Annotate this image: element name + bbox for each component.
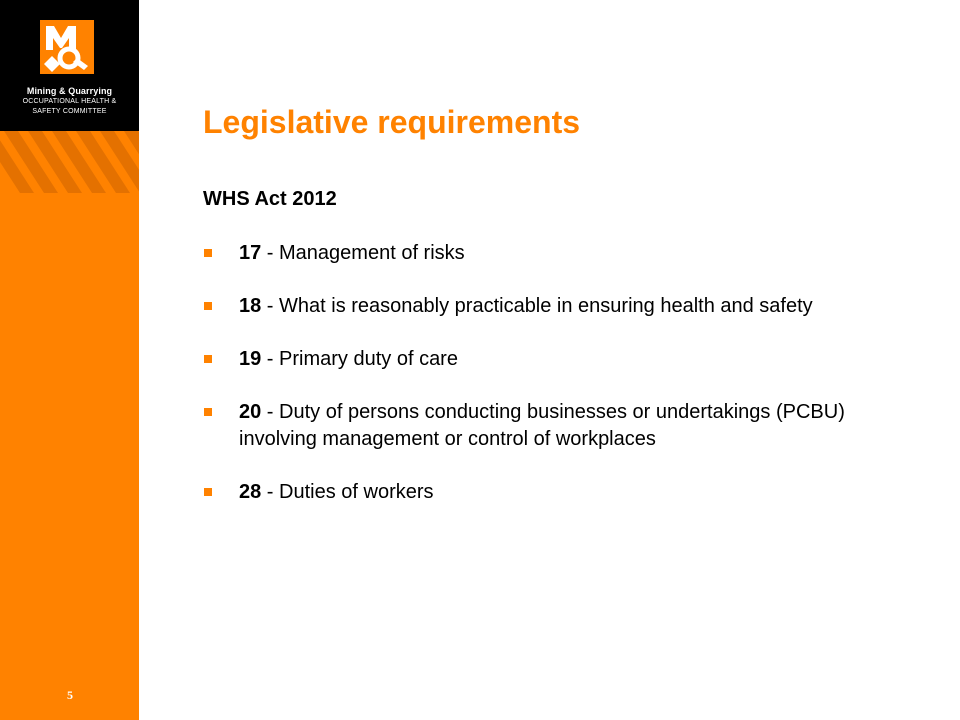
section-description: - What is reasonably practicable in ensuring health and safety — [261, 295, 813, 317]
section-description: - Duty of persons conducting businesses or undertakings (PCBU) involving management or control of workplaces — [239, 401, 845, 450]
diagonal-stripes-decoration — [0, 131, 139, 193]
square-bullet-icon — [203, 399, 239, 426]
list-item — [203, 293, 903, 320]
logo-panel — [0, 0, 139, 131]
slide-title: Legislative requirements — [203, 104, 581, 140]
bullet-text — [239, 240, 903, 267]
bullet-list — [203, 240, 903, 532]
square-bullet-icon — [203, 346, 239, 373]
bullet-text — [239, 346, 903, 373]
section-description: - Primary duty of care — [261, 348, 458, 370]
bullet-text — [239, 479, 903, 506]
list-item — [203, 399, 903, 453]
bullet-text — [239, 399, 903, 453]
square-bullet-icon — [203, 240, 239, 267]
section-description: - Management of risks — [261, 242, 465, 264]
section-number: 17 — [239, 242, 262, 264]
page-number: 5 — [67, 688, 73, 702]
section-description: - Duties of workers — [261, 481, 434, 503]
section-number: 18 — [239, 295, 262, 317]
sidebar — [0, 0, 139, 720]
list-item — [203, 346, 903, 373]
list-item — [203, 479, 903, 506]
logo-subtitle-line2: SAFETY COMMITTEE — [32, 108, 107, 115]
bullet-text — [239, 293, 903, 320]
square-bullet-icon — [203, 479, 239, 506]
list-item — [203, 240, 903, 267]
logo-name: Mining & Quarrying — [26, 86, 113, 96]
section-number: 19 — [239, 348, 262, 370]
logo-subtitle-line1: OCCUPATIONAL HEALTH & — [22, 98, 117, 105]
slide-subheading: WHS Act 2012 — [203, 188, 337, 210]
mq-logo-icon — [40, 20, 94, 74]
square-bullet-icon — [203, 293, 239, 320]
section-number: 20 — [239, 401, 262, 423]
section-number: 28 — [239, 481, 262, 503]
